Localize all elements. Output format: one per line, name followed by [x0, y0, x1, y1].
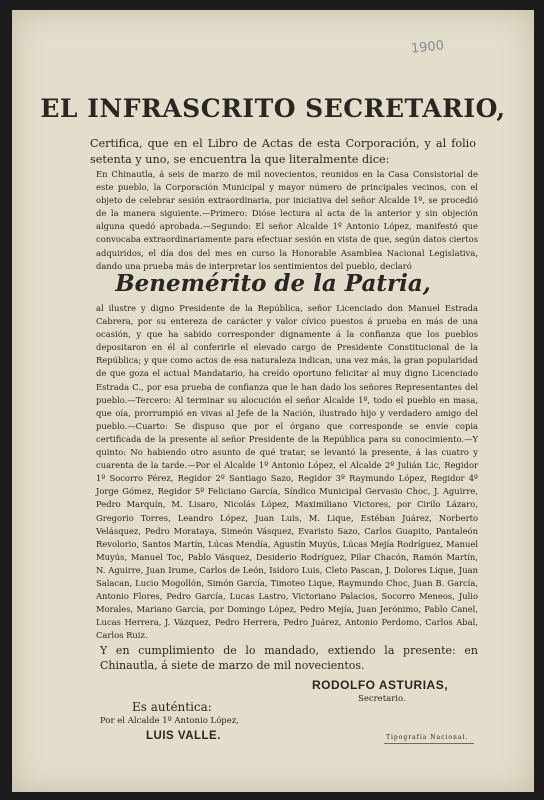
declaration-heading: Benemérito de la Patria,: [115, 270, 431, 297]
handwritten-note: 1900: [410, 38, 445, 57]
second-signatory-name: LUIS VALLE.: [146, 730, 221, 742]
printer-imprint: Tipografía Nacional.: [386, 734, 469, 741]
signatory-name: RODOLFO ASTURIAS,: [312, 678, 449, 692]
minutes-paragraph-1: En Chinautla, á seis de marzo de mil novecientos, reunidos en la Casa Consistorial de este pueblo, la Corporación Municipal y mayor número de principales vecinos, con el objeto de celebrar sesión extraordinaria, por iniciativa del señor Alcalde 1º, se procedió de la manera siguiente.—Primero: Dióse lectura al acta de la anterior y sin objeción alguna quedó aprobada.—Segundo: El señor Alcalde 1º Antonio López, manifestó que convocaba extraordinariamente para efectuar sesión en vista de que, según datos ciertos adquiridos, el día dos del mes en curso la Honorable Asamblea Nacional Legislativa, dando una prueba más de interpretar los sentimientos del pueblo, declaró: [96, 169, 478, 271]
document-title: EL INFRASCRITO SECRETARIO,: [40, 94, 506, 123]
minutes-paragraph-2: al ilustre y digno Presidente de la República, señor Licenciado don Manuel Estrada Cabrera, por su entereza de carácter y valor cívico puestos á prueba en más de una ocasión, y que ha sabido corresponder dignamente á la confianza que los pueblos depositaron en él al conferirle el elevado cargo de Presidente Constitucional de la República; y que como actos de esa naturaleza indican, una vez más, la gran popularidad de que goza el actual Mandatario, ha creído oportuno felicitar al muy digno Licenciado Estrada C., por esa prueba de confianza que le han dado los señores Representantes del pueblo.—Tercero: Al terminar su alocución el señor Alcalde 1º, todo el pueblo en masa, que oía, prorrumpió en vivas al Jefe de la Nación, ilustrado hijo y verdadero amigo del pueblo.—Cuarto: Se dispuso que por el órgano que corresponde se envíe copia certificada de la presente al señor Presidente de la República para su conocimiento.—Y quinto: No habiendo otro asunto de qué tratar, se levantó la presente, á las cuatro y cuarenta de la tarde.—Por el Alcalde 1º Antonio López, el Alcalde 2º Julián Lic, Regidor 1º Socorro Pérez, Regidor 2º Santiago Sazo, Regidor 3º Raymundo López, Regidor 4º Jorge Gómez, Regidor 5º Feliciano García, Síndico Municipal Gervasio Choc, J. Aguirre, Pedro Marquín, M. Lisaro, Nicolás López, Maximiliano Victores, por Cirilo Lázaro, Gregorio Torres, Leandro López, Juan Luis, M. Lique, Estéban Juárez, Norberto Velásquez, Pedro Morataya, Simeón Vásquez, Evaristo Sazo, Carlos Guapito, Pantaleón Revolorio, Santos Martín, Lúcas Mendía, Agustín Muyús, Lúcas Mejía Rodríguez, Manuel Muyús, Manuel Toc, Pablo Vásquez, Desiderio Rodríguez, Pilar Chacón, Ramón Martín, N. Aguirre, Juan Irume, Carlos de León, Isidoro Luis, Cleto Pascan, J. Dolores Lique, Juan Salacan, Lucio Mogollón, Simón García, Timoteo Lique, Raymundo Choc, Juan B. García, Antonio Flores, Pedro García, Lucas Lastro, Victoriano Palacios, Socorro Meneos, Julio Morales, Mariano García, por Domingo López, Pedro Mejía, Juan Jerónimo, Pablo Canel, Lucas Herrera, J. Vázquez, Pedro Herrera, Pedro Juárez, Antonio Perdomo, Carlos Abal, Carlos Ruiz.: [96, 303, 478, 641]
signatory-role: Secretario.: [358, 694, 406, 704]
closing-paragraph: Y en cumplimiento de lo mandado, extiendo la presente: en Chinautla, á siete de marzo de mil novecientos.: [100, 644, 478, 672]
authentication-label: Es auténtica:: [132, 700, 212, 714]
imprint-rule: [384, 743, 474, 744]
document-page: [12, 10, 534, 792]
lead-paragraph: Certifica, que en el Libro de Actas de esta Corporación, y al folio setenta y uno, se encuentra la que literalmente dice:: [90, 137, 476, 166]
on-behalf-line: Por el Alcalde 1º Antonio López,: [100, 716, 239, 726]
